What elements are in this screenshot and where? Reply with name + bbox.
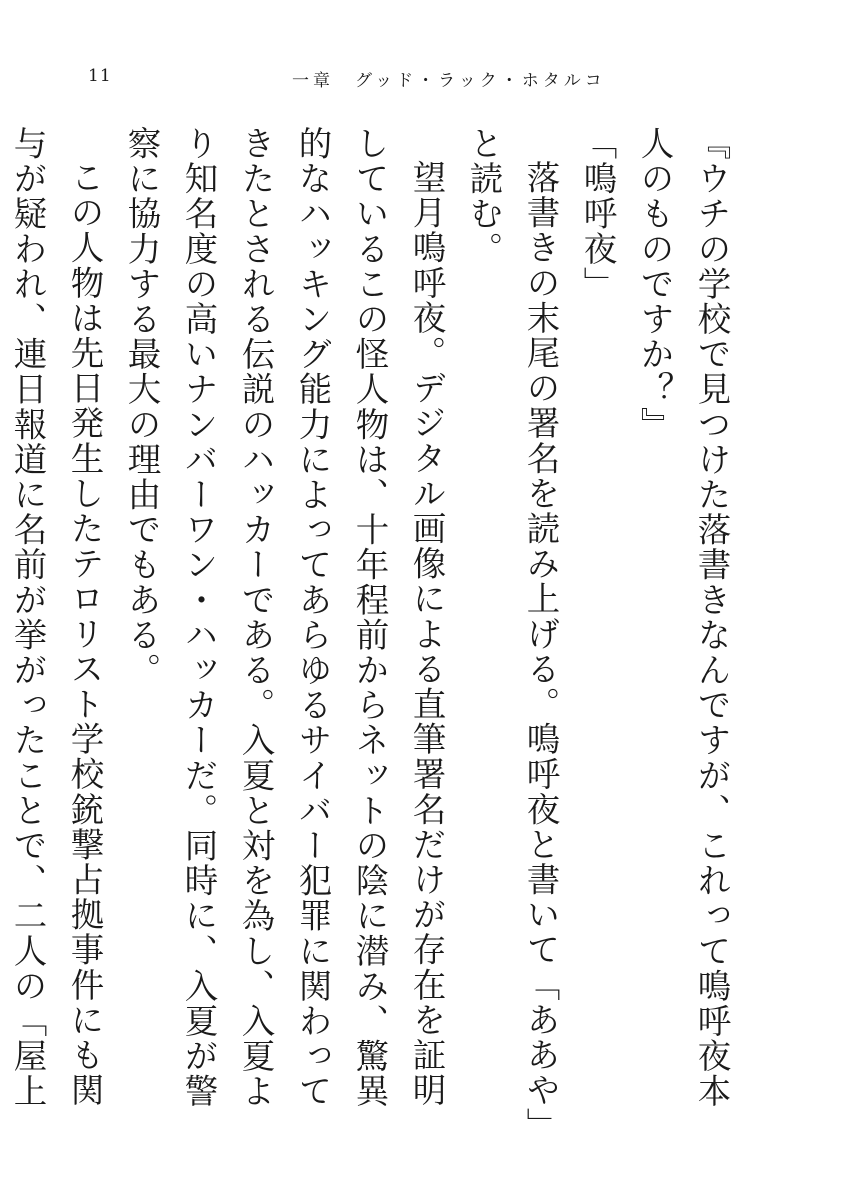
paragraph: 『ウチの学校で見つけた落書きなんですが、これって鳴呼夜本人のものですか？』 [635,126,731,1109]
paragraph: 望月鳴呼夜。デジタル画像による直筆署名だけが存在を証明しているこの怪人物は、十年程前からネットの陰に潜み、驚異的なハッキング能力によってあらゆるサイバー犯罪に関わってきたとされる伝説のハッカーである。入夏と対を為し、入夏より知名度の高いナンバーワン・ハッカーだ。同時に、入夏が警察に協力する最大の理由でもある。 [122,126,446,1109]
paragraph: 落書きの末尾の署名を読み上げる。鳴呼夜と書いて「ああや」と読む。 [464,126,560,1126]
paragraph: この人物は先日発生したテロリスト学校銃撃占拠事件にも関与が疑われ、連日報道に名前が挙がったことで、二人の「屋上 [8,126,104,1109]
running-header: 一章 グッド・ラック・ホタルコ [292,71,606,91]
page-number: 11 [88,66,112,86]
body-text [8,126,740,1126]
paragraph: 「鳴呼夜」 [578,126,617,302]
